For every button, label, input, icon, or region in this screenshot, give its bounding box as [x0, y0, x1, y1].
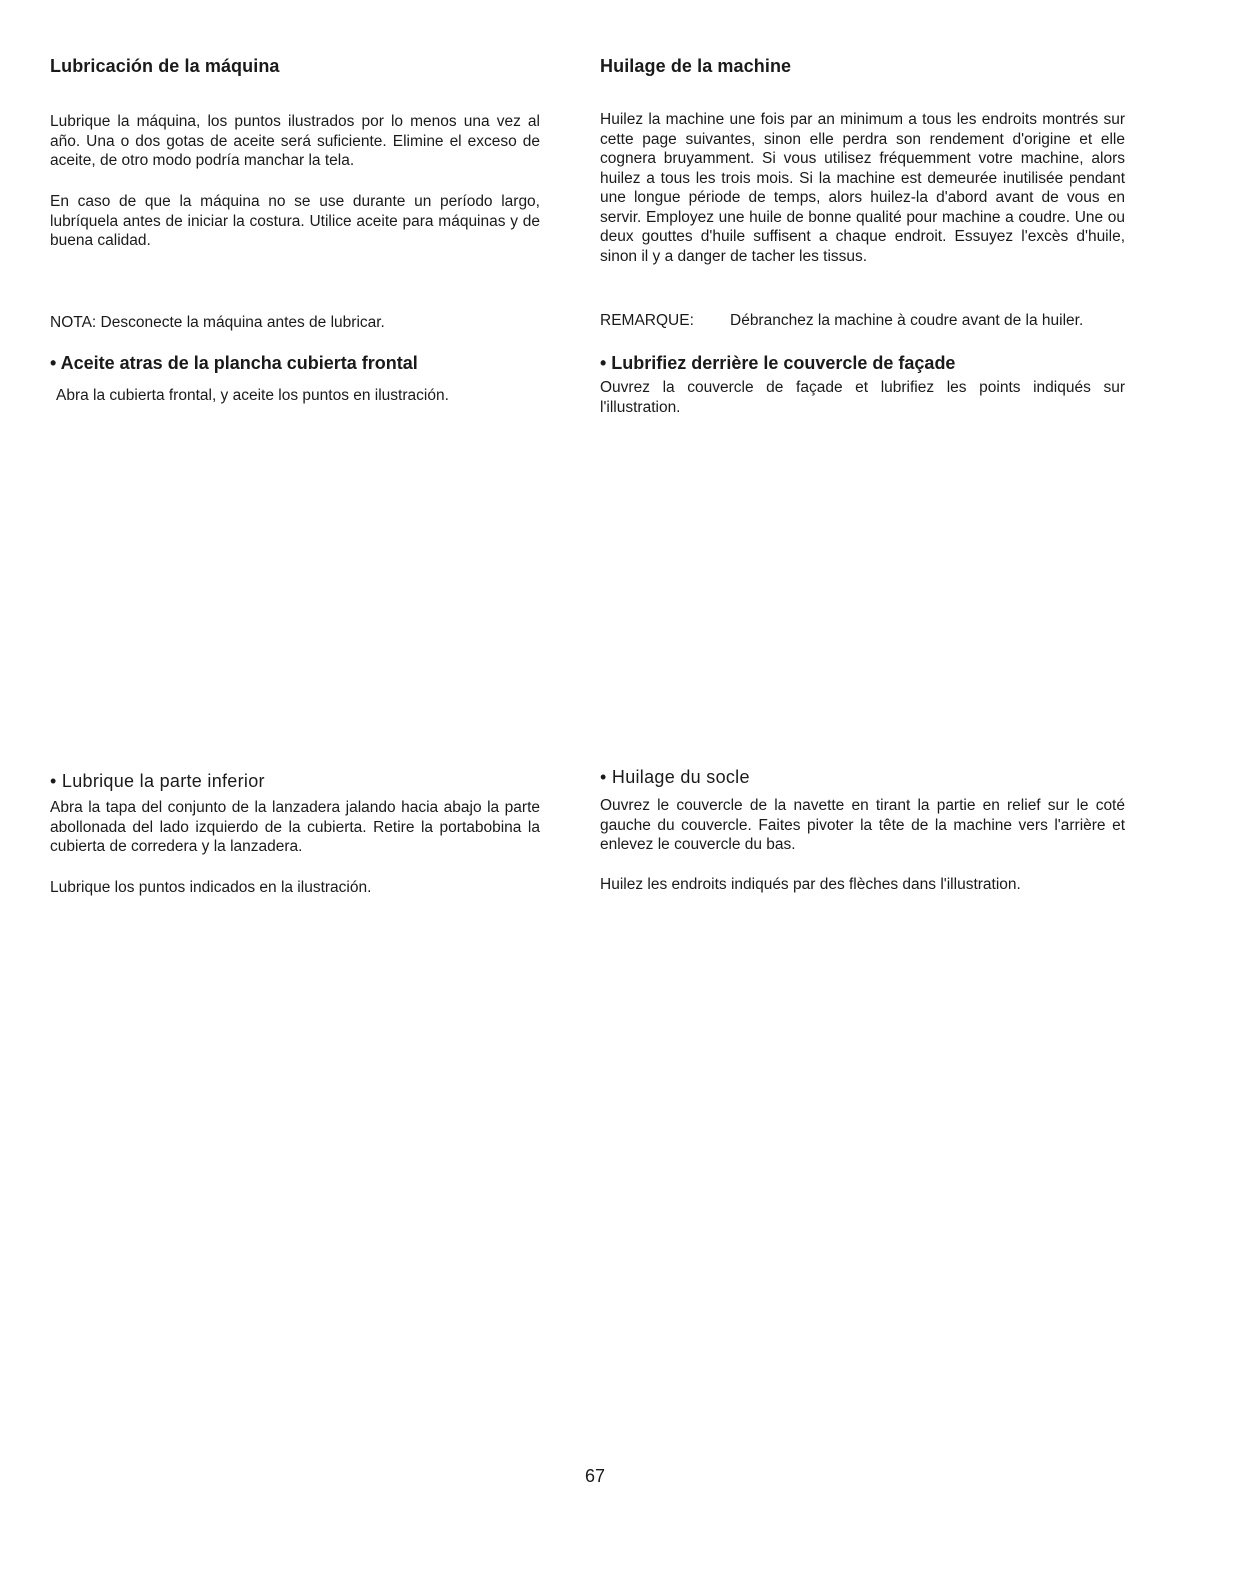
spanish-section2-title: • Lubrique la parte inferior	[50, 771, 265, 791]
french-section2-title: • Huilage du socle	[600, 767, 750, 787]
spanish-column	[50, 56, 540, 77]
french-note-label: REMARQUE:	[600, 312, 694, 329]
spanish-paragraph-2: En caso de que la máquina no se use durante un período largo, lubríquela antes de iniciar la costura. Utilice aceite para máquinas y de buena calidad.	[50, 193, 540, 249]
spanish-note-label: NOTA:	[50, 314, 97, 331]
spanish-title: Lubricación de la máquina	[50, 56, 280, 76]
page-number: 67	[584, 1466, 606, 1486]
spanish-note	[50, 313, 540, 333]
french-title: Huilage de la machine	[600, 56, 792, 76]
french-section2-text1: Ouvrez le couvercle de la navette en tirant la partie en relief sur le coté gauche du couvercle. Faites pivoter la tête de la machine vers l'arrière et enlevez le couvercle du bas.	[600, 797, 1125, 853]
spanish-paragraph-1: Lubrique la máquina, los puntos ilustrados por lo menos una vez al año. Una o dos gotas de aceite será suficiente. Elimine el exceso de aceite, de otro modo podría manchar la tela.	[50, 113, 540, 169]
french-section1-title: • Lubrifiez derrière le couvercle de façade	[600, 353, 956, 373]
french-paragraph-1: Huilez la machine une fois par an minimum a tous les endroits montrés sur cette page suivantes, sinon elle perdra son rendement d'origine et elle cognera bruyamment. Si vous utilisez fréquemment votre machine, alors huilez a tous les trois mois. Si la machine est demeurée inutilisée pendant une longue période de temps, alors huilez-la d'abord avant de vous en servir. Employez une huile de bonne qualité pour machine a coudre. Une ou deux gouttes d'huile suffisent a chaque endroit. Essuyez l'excès d'huile, sinon il y a danger de tacher les tissus.	[600, 111, 1125, 265]
spanish-note-text: Desconecte la máquina antes de lubricar.	[100, 314, 385, 331]
spanish-section1-title: • Aceite atras de la plancha cubierta frontal	[50, 353, 418, 373]
french-note-text: Débranchez la machine à coudre avant de la huiler.	[730, 312, 1084, 329]
spanish-section2-text2: Lubrique los puntos indicados en la ilustración.	[50, 879, 372, 896]
french-section1-text: Ouvrez la couvercle de façade et lubrifiez les points indiqués sur l'illustration.	[600, 379, 1125, 416]
french-note	[600, 311, 1125, 331]
spanish-section1-text: Abra la cubierta frontal, y aceite los puntos en ilustración.	[56, 387, 449, 404]
french-section2-text2: Huilez les endroits indiqués par des flèches dans l'illustration.	[600, 876, 1021, 893]
spanish-section2-text1: Abra la tapa del conjunto de la lanzadera jalando hacia abajo la parte abollonada del lado izquierdo de la cubierta. Retire la portabobina la cubierta de corredera y la lanzadera.	[50, 799, 540, 855]
